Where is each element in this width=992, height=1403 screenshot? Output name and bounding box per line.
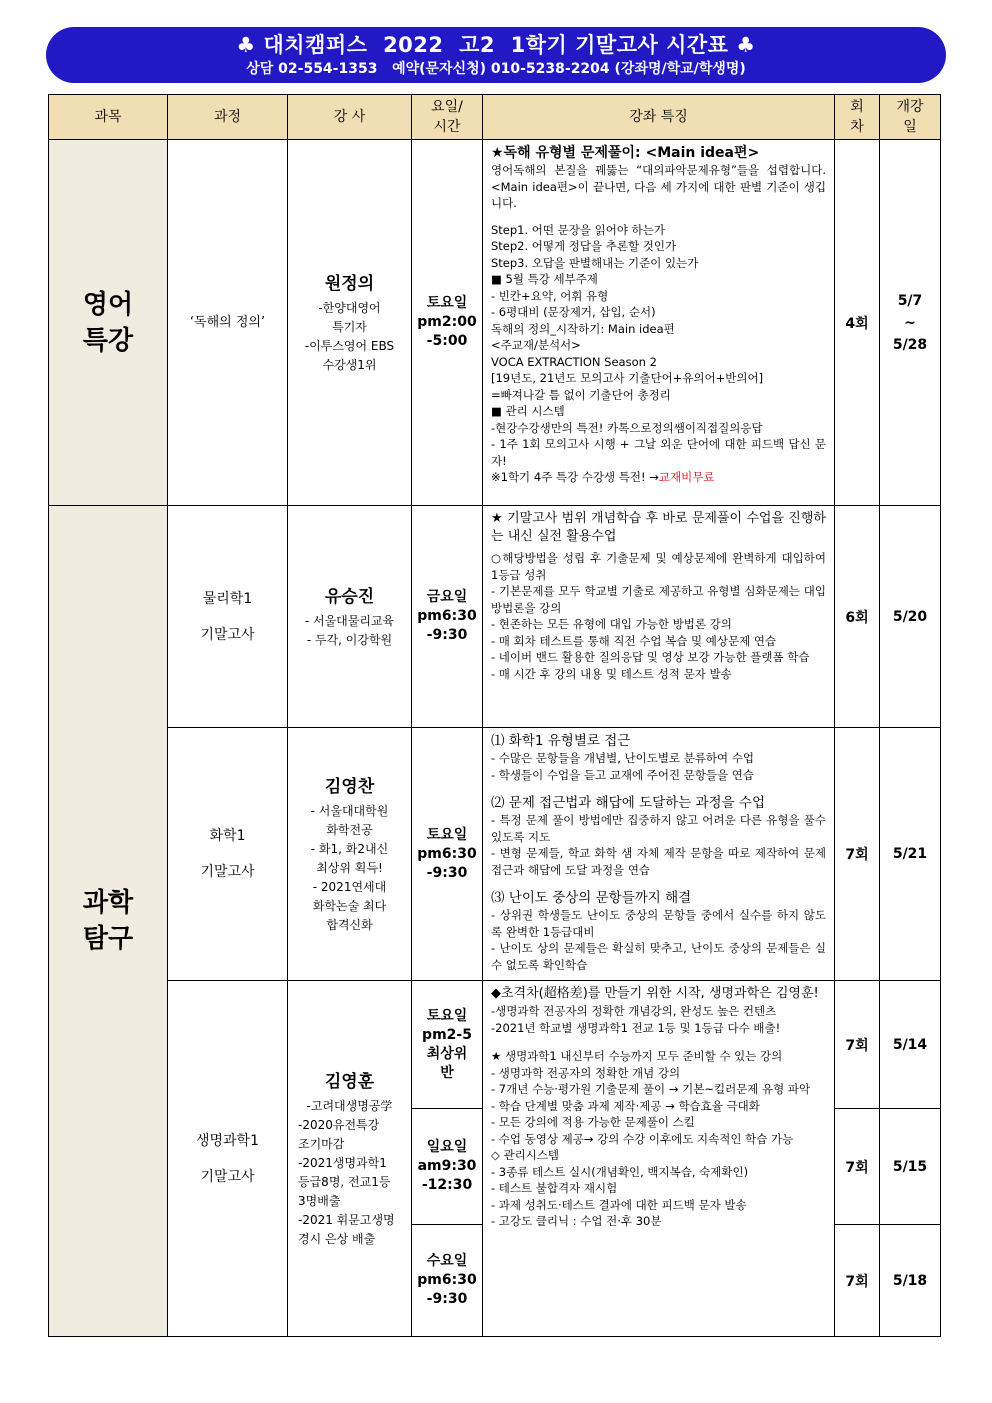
- desc-line: Step2. 어떻게 정답을 추론할 것인가: [491, 239, 677, 253]
- desc-line: - 3종류 테스트 실시(개념확인, 백지복습, 숙제확인): [491, 1164, 749, 1179]
- time-cell: 일요일 am9:30 -12:30: [412, 1109, 483, 1225]
- desc-heading: ◆초격차(超格差)를 만들기 위한 시작, 생명과학은 김영훈!: [491, 986, 819, 1001]
- desc-line: - 고강도 클리닉 : 수업 전·후 30분: [491, 1214, 662, 1228]
- desc-line: - 네이버 밴드 활용한 질의응답 및 영상 보강 가능한 플랫폼 학습: [491, 650, 810, 664]
- col-teacher: 강 사: [288, 95, 412, 140]
- start-date-cell: 5/21: [880, 728, 941, 981]
- time-cell: 토요일 pm2:00 -5:00: [412, 140, 483, 506]
- teacher-bio: -한양대영어: [318, 300, 381, 315]
- desc-line: - 7개년 수능·평가원 기출문제 풀이 → 기본~킬러문제 유형 파악: [491, 1082, 811, 1096]
- desc-line: ○해당방법을 성립 후 기출문제 및 예상문제에 완벽하게 대입하여 1등급 성취: [491, 551, 826, 582]
- teacher-bio: 최상위 획득!: [316, 860, 383, 875]
- desc-line: - 학생들이 수업을 듣고 교재에 주어진 문항들을 연습: [491, 767, 755, 782]
- desc-line: ■ 5월 특강 세부주제: [491, 272, 598, 286]
- desc-line: - 기본문제를 모두 학교별 기출로 제공하고 유형별 심화문제는 대입 방법론을 강의: [491, 584, 826, 615]
- time-cell: 금요일 pm6:30 -9:30: [412, 506, 483, 728]
- desc-line: ■ 관리 시스템: [491, 404, 565, 418]
- teacher-bio: 합격신화: [326, 917, 373, 932]
- desc-line: Step3. 오답을 판별해내는 기준이 있는가: [491, 255, 699, 270]
- category-science: 과학 탐구: [49, 506, 168, 1337]
- desc-heading: ★ 기말고사 범위 개념학습 후 바로 문제풀이 수업을 진행하는 내신 실전 활용수업: [491, 511, 826, 544]
- teacher-bio: 등급8명, 전교1등: [298, 1174, 391, 1189]
- course-cell: 화학1 기말고사: [168, 728, 288, 981]
- category-english: 영어 특강: [49, 140, 168, 506]
- desc-line: -생명과학 전공자의 정확한 개념강의, 완성도 높은 컨텐츠: [491, 1004, 777, 1018]
- course-cell: 생명과학1 기말고사: [168, 981, 288, 1337]
- desc-last-line: ※1학기 4주 특강 수강생 특전! →교재비무료: [491, 470, 715, 484]
- desc-line: - 6평대비 (문장제거, 삽입, 순서): [491, 305, 656, 319]
- teacher-bio: 3명배출: [298, 1193, 341, 1208]
- teacher-bio: -이투스영어 EBS: [304, 338, 395, 353]
- desc-line: <주교재/분석서>: [491, 338, 581, 352]
- desc-line: - 학습 단계별 맞춤 과제 제작·제공 → 학습효율 극대화: [491, 1098, 760, 1113]
- teacher-name: 김영훈: [324, 1071, 375, 1092]
- description-cell: [483, 506, 835, 728]
- col-subject: 과목: [49, 95, 168, 140]
- sessions-cell: 7회: [835, 981, 880, 1109]
- title-banner: [46, 27, 946, 83]
- english-row: [49, 140, 941, 506]
- desc-line: =빠져나갈 틈 없이 기출단어 총정리: [491, 387, 671, 402]
- page-title: ♣ 대치캠퍼스 2022 고2 1학기 기말고사 시간표 ♣: [236, 33, 756, 57]
- free-textbook-note: 교재비무료: [658, 470, 715, 484]
- col-course: 과정: [168, 95, 288, 140]
- desc-line: -2021년 학교별 생명과학1 전교 1등 및 1등급 다수 배출!: [491, 1020, 781, 1035]
- desc-line: - 현존하는 모든 유형에 대입 가능한 방법론 강의: [491, 617, 732, 631]
- desc-section-heading: ⑴ 화학1 유형별로 접근: [491, 733, 631, 749]
- teacher-cell: [288, 140, 412, 506]
- col-sessions: 회 차: [835, 95, 880, 140]
- schedule-table: [48, 94, 941, 1337]
- desc-line: - 특정 문제 풀이 방법에만 집중하지 않고 어려운 다른 유형을 풀수 있도록 지도: [491, 813, 826, 844]
- sessions-cell: 4회: [835, 140, 880, 506]
- time-cell: 토요일 pm2-5 최상위 반: [412, 981, 483, 1109]
- description-cell: [483, 981, 835, 1337]
- biology-row-1: [49, 981, 941, 1109]
- desc-line: - 생명과학 전공자의 정확한 개념 강의: [491, 1065, 681, 1080]
- chemistry-row: [49, 728, 941, 981]
- desc-line: - 매 시간 후 강의 내용 및 테스트 성적 문자 발송: [491, 666, 732, 681]
- desc-line: - 수업 동영상 제공→ 강의 수강 이후에도 지속적인 학습 가능: [491, 1131, 794, 1146]
- physics-row: [49, 506, 941, 728]
- teacher-bio: -2020유전특강: [298, 1117, 380, 1132]
- sessions-cell: 7회: [835, 1225, 880, 1337]
- desc-line: - 모든 강의에 적용 가능한 문제풀이 스킬: [491, 1115, 695, 1129]
- start-date-cell: 5/7 ~ 5/28: [880, 140, 941, 506]
- teacher-bio: - 2021연세대: [312, 879, 387, 894]
- desc-heading: ★독해 유형별 문제풀이: <Main idea편>: [491, 145, 760, 161]
- teacher-bio: - 서울대물리교육: [304, 613, 395, 628]
- desc-line: Step1. 어떤 문장을 읽어야 하는가: [491, 222, 665, 237]
- desc-line: ★ 생명과학1 내신부터 수능까지 모두 준비할 수 있는 강의: [491, 1049, 783, 1063]
- desc-line: - 상위권 학생들도 난이도 중상의 문항들 중에서 실수를 하지 않도록 완벽한 1등급대비: [491, 908, 826, 939]
- teacher-bio: - 화1, 화2내신: [310, 841, 389, 856]
- teacher-bio: 수강생1위: [322, 357, 377, 372]
- teacher-bio: 화학논술 최다: [312, 898, 387, 913]
- desc-line: - 매 회차 테스트를 통해 직전 수업 복습 및 예상문제 연습: [491, 633, 777, 648]
- sessions-cell: 7회: [835, 728, 880, 981]
- teacher-bio: 화학전공: [326, 822, 373, 837]
- teacher-cell: [288, 506, 412, 728]
- teacher-cell: [288, 728, 412, 981]
- teacher-bio: -고려대생명공学: [306, 1098, 393, 1113]
- header-row: [49, 95, 941, 140]
- teacher-bio: 조기마감: [298, 1136, 345, 1151]
- col-description: 강좌 특징: [483, 95, 835, 140]
- desc-intro: 영어독해의 본질을 꿰뚫는 “대의파악문제유형”들을 섭렵합니다. <Main idea편>이 끝나면, 다음 세 가지에 대한 판별 기준이 생깁니다.: [491, 163, 826, 210]
- description-cell: [483, 140, 835, 506]
- teacher-name: 유승진: [324, 586, 375, 607]
- desc-line: -현강수강생만의 특전! 카톡으로정의쌤이직접질의응답: [491, 420, 763, 435]
- desc-line: VOCA EXTRACTION Season 2: [491, 354, 657, 369]
- teacher-bio: -2021 휘문고생명: [298, 1212, 395, 1227]
- teacher-bio: - 두각, 이강학원: [306, 632, 393, 647]
- time-cell: 토요일 pm6:30 -9:30: [412, 728, 483, 981]
- teacher-bio: 특기자: [332, 319, 367, 334]
- desc-line: - 수많은 문항들을 개념별, 난이도별로 분류하여 수업: [491, 751, 755, 765]
- teacher-bio: -2021생명과학1: [298, 1155, 387, 1170]
- desc-line: - 테스트 불합격자 재시험: [491, 1181, 618, 1195]
- time-cell: 수요일 pm6:30 -9:30: [412, 1225, 483, 1337]
- start-date-cell: 5/20: [880, 506, 941, 728]
- desc-line: - 난이도 상의 문제들은 확실히 맞추고, 난이도 중상의 문제들은 실수 없도록 확인학습: [491, 941, 826, 972]
- course-cell: 물리학1 기말고사: [168, 506, 288, 728]
- desc-section-heading: ⑵ 문제 접근법과 해답에 도달하는 과정을 수업: [491, 795, 765, 811]
- desc-line: ◇ 관리시스템: [491, 1148, 560, 1162]
- teacher-cell: [288, 981, 412, 1337]
- contact-line: 상담 02-554-1353 예약(문자신청) 010-5238-2204 (강좌명/학교/학생명): [246, 61, 746, 77]
- teacher-bio: 경시 은상 배출: [298, 1231, 376, 1246]
- sessions-cell: 7회: [835, 1109, 880, 1225]
- course-cell: ‘독해의 정의’: [168, 140, 288, 506]
- teacher-name: 김영찬: [324, 776, 375, 797]
- sessions-cell: 6회: [835, 506, 880, 728]
- col-time: 요일/ 시간: [412, 95, 483, 140]
- desc-line: 독해의 정의_시작하기: Main idea편: [491, 321, 675, 336]
- start-date-cell: 5/18: [880, 1225, 941, 1337]
- teacher-bio: - 서울대대학원: [310, 803, 389, 818]
- desc-line: - 1주 1회 모의고사 시행 + 그날 외운 단어에 대한 피드백 답신 문자!: [491, 437, 826, 468]
- desc-section-heading: ⑶ 난이도 중상의 문항들까지 해결: [491, 890, 692, 906]
- desc-line: - 변형 문제들, 학교 화학 샘 자체 제작 문항을 따로 제작하여 문제 접근과 해답에 도달 과정을 연습: [491, 846, 826, 877]
- desc-line: - 과제 성취도·테스트 결과에 대한 피드백 문자 발송: [491, 1197, 747, 1212]
- description-cell: [483, 728, 835, 981]
- desc-line: [19년도, 21년도 모의고사 기출단어+유의어+반의어]: [491, 371, 764, 385]
- col-start: 개강 일: [880, 95, 941, 140]
- desc-line: - 빈칸+요약, 어휘 유형: [491, 288, 609, 303]
- teacher-name: 원정의: [324, 273, 375, 294]
- start-date-cell: 5/14: [880, 981, 941, 1109]
- start-date-cell: 5/15: [880, 1109, 941, 1225]
